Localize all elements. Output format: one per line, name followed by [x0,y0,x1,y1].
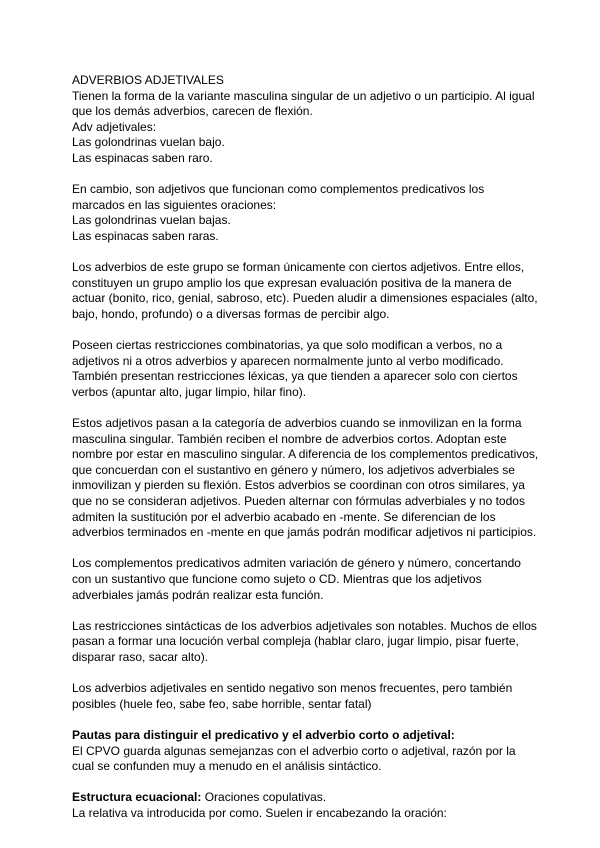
guidelines-section [72,728,540,775]
paragraph-category: Estos adjetivos pasan a la categoría de adverbios cuando se inmovilizan en la forma masculina singular. También reciben el nombre de adverbios cortos. Adoptan este nombre por estar en masculino singular. A diferencia de los complementos predicativos, que concuerdan con el sustantivo en género y número, los adjetivos adverbiales se inmovilizan y pierden su flexión. Estos adverbios se coordinan con otros similares, ya que no se consideran adjetivos. Pueden alternar con fórmulas adverbiales y no todos admiten la sustitución por el adverbio acabado en -mente. Se diferencian de los adverbios terminados en -mente en que jamás podrán modificar adjetivos ni participios. [72,416,539,540]
example-sentence: Las espinacas saben raras. [72,228,219,243]
paragraph-negative: Los adverbios adjetivales en sentido negativo son menos frecuentes, pero también posibles (huele feo, sabe feo, sabe horrible, sentar fatal) [72,681,513,711]
predicative-text: En cambio, son adjetivos que funcionan como complementos predicativos los marcados en las siguientes oraciones: [72,182,485,212]
intro-section [72,73,540,167]
equational-heading-rest: Oraciones copulativas. [201,790,327,805]
paragraph-syntactic: Las restricciones sintácticas de los adverbios adjetivales son notables. Muchos de ellos pasan a formar una locución verbal compleja (hablar claro, jugar limpio, pisar fuerte, disparar raso, sacar alto). [72,618,537,664]
guidelines-heading: Pautas para distinguir el predicativo y el adverbio corto o adjetival: [72,727,455,742]
equational-heading: Estructura ecuacional: [72,790,202,805]
example-sentence: Las espinacas saben raro. [72,150,213,165]
equational-text: La relativa va introducida por como. Suelen ir encabezando la oración: [72,805,447,820]
predicative-section [72,182,540,244]
examples-label: Adv adjetivales: [72,119,157,134]
document-title: ADVERBIOS ADJETIVALES [72,73,224,87]
example-sentence: Las golondrinas vuelan bajo. [72,135,225,150]
equational-heading-line [72,790,540,806]
paragraph-predicatives: Los complementos predicativos admiten variación de género y número, concertando con un sustantivo que funcione como sujeto o CD. Mientras que los adjetivos adverbiales jamás podrán realizar esta función. [72,556,521,602]
paragraph-restrictions: Poseen ciertas restricciones combinatorias, ya que solo modifican a verbos, no a adjetivos ni a otros adverbios y aparecen normalmente junto al verbo modificado. También presentan restricciones léxicas, ya que tienden a aparecer solo con ciertos verbos (apuntar alto, jugar limpio, hilar fino). [72,338,518,399]
intro-text: Tienen la forma de la variante masculina singular de un adjetivo o un participio. Al igual que los demás adverbios, carecen de flexión. [72,88,535,119]
guidelines-text: El CPVO guarda algunas semejanzas con el adverbio corto o adjetival, razón por la cual se confunden muy a menudo en el análisis sintáctico. [72,743,516,774]
equational-section [72,790,540,821]
paragraph-formation: Los adverbios de este grupo se forman únicamente con ciertos adjetivos. Entre ellos, constituyen un grupo amplio los que expresan evaluación positiva de la manera de actuar (bonito, rico, genial, sabroso, etc). Pueden aludir a dimensiones espaciales (alto, bajo, hondo, profundo) o a diversas formas de percibir algo. [72,260,538,321]
example-sentence: Las golondrinas vuelan bajas. [72,213,231,228]
